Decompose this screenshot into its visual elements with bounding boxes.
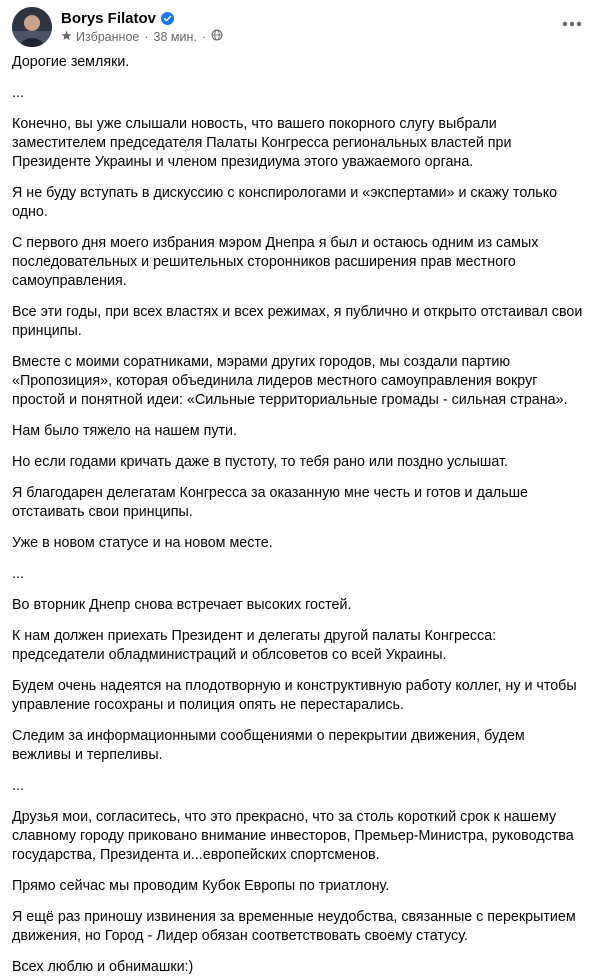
post-paragraph: Будем очень надеятся на плодотворную и конструктивную работу коллег, ну и чтобы управление госохраны и полиция опять не перестарались. [12,678,577,713]
more-options-button[interactable] [556,8,588,40]
privacy-label[interactable]: Избранное [76,29,140,44]
author-line [61,10,174,27]
post-meta [61,29,223,44]
post-paragraph: Я ещё раз приношу извинения за временные неудобства, связанные с перекрытием движения, но Город - Лидер обязан соответствовать своему статусу. [12,909,576,944]
post-paragraph: ... [12,778,24,794]
post-paragraph: ... [12,566,24,582]
post-paragraph: Уже в новом статусе и на новом месте. [12,535,273,551]
post-paragraph: Во вторник Днепр снова встречает высоких гостей. [12,597,352,613]
post-paragraph: Вместе с моими соратниками, мэрами других городов, мы создали партию «Пропозиция», которая объединила лидеров местного самоуправления вокруг простой и понятной идеи: «Сильные территориальные громады - сильная страна». [12,354,568,408]
verified-badge-icon [161,12,174,25]
author-avatar[interactable] [12,7,52,47]
more-horizontal-icon [562,21,582,27]
author-name[interactable]: Borys Filatov [61,10,157,27]
post-paragraph: С первого дня моего избрания мэром Днепра я был и остаюсь одним из самых последовательных и решительных сторонников расширения прав местного самоуправления. [12,235,539,289]
meta-separator: · [201,29,207,44]
post-paragraph: Я не буду вступать в дискуссию с конспирологами и «экспертами» и скажу только одно. [12,185,558,220]
post-paragraph: Нам было тяжело на нашем пути. [12,423,238,439]
post-paragraph: Я благодарен делегатам Конгресса за оказанную мне честь и готов и дальше отстаивать свои принципы. [12,485,528,520]
globe-icon[interactable] [211,29,223,44]
post-paragraph: Дорогие земляки. [12,54,130,70]
post-paragraph: Всех люблю и обнимашки:) [12,959,194,975]
post-paragraph: Следим за информационными сообщениями о перекрытии движения, будем вежливы и терпеливы. [12,728,525,763]
meta-separator: · [144,29,149,44]
post-paragraph: Прямо сейчас мы проводим Кубок Европы по триатлону. [12,878,390,894]
star-icon [61,30,72,44]
post-paragraph: ... [12,85,24,101]
post-paragraph: Друзья мои, согласитесь, что это прекрасно, что за столь короткий срок к нашему славному городу приковано внимание инвесторов, Премьер-Министра, руководства государства, Президента и...европейских спортсменов. [12,809,574,863]
post-time[interactable]: 38 мин. [153,29,197,44]
post-body [12,46,594,977]
post-paragraph: Но если годами кричать даже в пустоту, то тебя рано или поздно услышат. [12,454,508,470]
avatar-image [12,7,52,47]
post-paragraph: Конечно, вы уже слышали новость, что вашего покорного слугу выбрали заместителем председателя Палаты Конгресса региональных властей при Президенте Украины и членом президиума этого уважаемого органа. [12,116,512,170]
post-paragraph: К нам должен приехать Президент и делегаты другой палаты Конгресса: председатели обладминистраций и облсоветов со всей Украины. [12,628,497,663]
post-paragraph: Все эти годы, при всех властях и всех режимах, я публично и открыто отстаивал свои принципы. [12,304,583,339]
post-header [12,0,594,46]
